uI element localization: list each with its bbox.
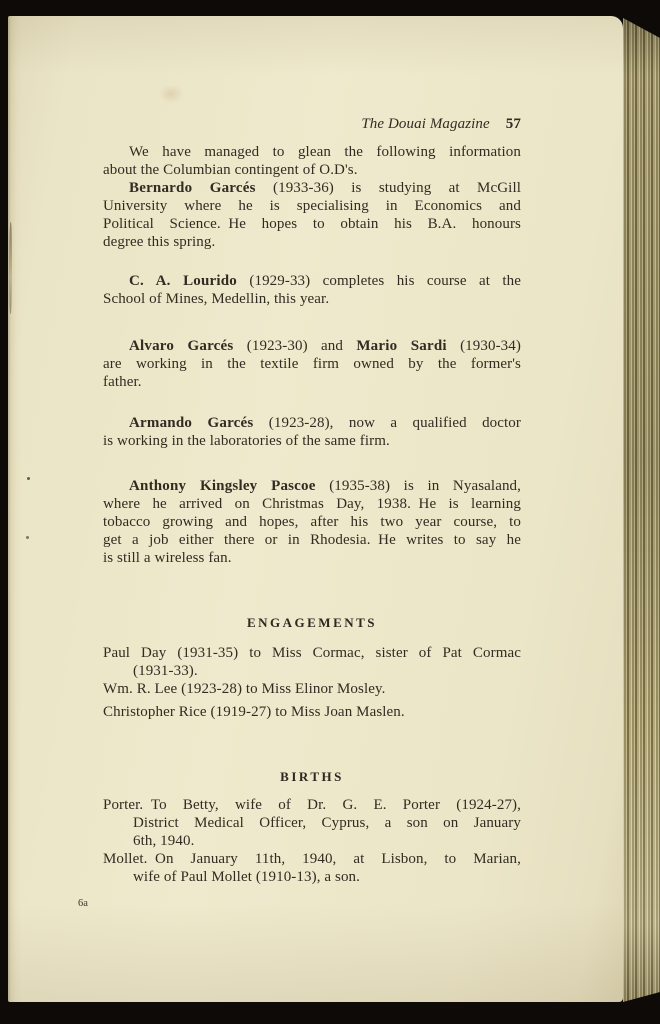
text-run: where he arrived on Christmas Day, 1938. He is learning bbox=[103, 496, 521, 512]
person-name: Alvaro Garcés bbox=[129, 338, 234, 354]
magazine-title: The Douai Magazine bbox=[361, 116, 490, 132]
book-fore-edge-pages bbox=[623, 16, 660, 1004]
ink-speck bbox=[26, 536, 29, 539]
text-line bbox=[103, 850, 521, 868]
paragraph-lourido bbox=[103, 272, 521, 308]
page-number: 57 bbox=[505, 116, 521, 132]
person-name: Mario Sardi bbox=[356, 338, 447, 354]
text-line bbox=[103, 832, 521, 850]
text-run: (1933-36) is studying at McGill bbox=[255, 180, 521, 196]
text-run: is working in the laboratories of the same firm. bbox=[103, 433, 390, 449]
page-edge-crack bbox=[9, 222, 12, 314]
text-run: Mollet. On January 11th, 1940, at Lisbon, to Marian, bbox=[103, 851, 521, 867]
birth-item bbox=[103, 796, 521, 850]
text-line bbox=[103, 337, 521, 355]
text-line bbox=[103, 432, 521, 450]
text-line bbox=[103, 143, 521, 161]
printer-signature-mark: 6a bbox=[78, 898, 88, 909]
section-heading-engagements: ENGAGEMENTS bbox=[246, 615, 378, 630]
text-run: (1929-33) completes his course at the bbox=[237, 273, 522, 289]
section-heading-births: BIRTHS bbox=[280, 769, 344, 784]
text-line bbox=[103, 644, 521, 662]
text-line bbox=[103, 477, 521, 495]
text-run: get a job either there or in Rhodesia. He writes to say he bbox=[103, 532, 521, 548]
text-run: Wm. R. Lee (1923-28) to Miss Elinor Mosley. bbox=[103, 681, 386, 697]
text-run: 6th, 1940. bbox=[133, 833, 195, 849]
paragraph-intro bbox=[103, 143, 521, 179]
text-run: are working in the textile firm owned by the former's bbox=[103, 356, 521, 372]
text-line bbox=[103, 414, 521, 432]
paragraph-anthony-pascoe bbox=[103, 477, 521, 567]
text-run: wife of Paul Mollet (1910-13), a son. bbox=[133, 869, 360, 885]
ink-speck bbox=[27, 477, 30, 480]
text-run: Political Science. He hopes to obtain his B.A. honours bbox=[103, 216, 521, 232]
text-line bbox=[103, 233, 521, 251]
text-run: degree this spring. bbox=[103, 234, 216, 250]
text-run: (1935-38) is in Nyasaland, bbox=[315, 478, 521, 494]
text-line bbox=[103, 531, 521, 549]
person-name: C. A. Lourido bbox=[129, 273, 237, 289]
text-line bbox=[103, 814, 521, 832]
text-line bbox=[103, 662, 521, 680]
text-line bbox=[103, 215, 521, 233]
text-line bbox=[103, 197, 521, 215]
text-line bbox=[103, 796, 521, 814]
text-run: (1930-34) bbox=[446, 338, 521, 354]
text-run: tobacco growing and hopes, after his two year course, to bbox=[103, 514, 521, 530]
engagement-item bbox=[103, 703, 521, 721]
page-header bbox=[103, 115, 521, 133]
person-name: Bernardo Garcés bbox=[129, 180, 256, 196]
text-line bbox=[103, 868, 521, 886]
text-run: about the Columbian contingent of O.D's. bbox=[103, 162, 358, 178]
text-line bbox=[103, 513, 521, 531]
text-run: Christopher Rice (1919-27) to Miss Joan Maslen. bbox=[103, 704, 405, 720]
text-run: District Medical Officer, Cyprus, a son on January bbox=[133, 815, 521, 831]
book-page bbox=[8, 16, 623, 1002]
text-line bbox=[103, 290, 521, 308]
paragraph-bernardo-garces bbox=[103, 179, 521, 251]
text-run: Paul Day (1931-35) to Miss Cormac, sister of Pat Cormac bbox=[103, 645, 521, 661]
text-line bbox=[103, 495, 521, 513]
text-line bbox=[103, 179, 521, 197]
text-run: Porter. To Betty, wife of Dr. G. E. Porter (1924-27), bbox=[103, 797, 521, 813]
text-line bbox=[103, 549, 521, 567]
text-run: We have managed to glean the following information bbox=[129, 144, 521, 160]
text-line bbox=[103, 373, 521, 391]
engagement-item bbox=[103, 680, 521, 698]
person-name: Anthony Kingsley Pascoe bbox=[129, 478, 316, 494]
text-run: (1931-33). bbox=[133, 663, 198, 679]
paragraph-alvaro-mario bbox=[103, 337, 521, 391]
text-run: (1923-30) and bbox=[233, 338, 357, 354]
text-line bbox=[103, 703, 521, 721]
birth-item bbox=[103, 850, 521, 886]
text-run: University where he is specialising in Economics and bbox=[103, 198, 521, 214]
text-line bbox=[103, 161, 521, 179]
text-run: School of Mines, Medellin, this year. bbox=[103, 291, 330, 307]
engagement-item bbox=[103, 644, 521, 680]
text-run: is still a wireless fan. bbox=[103, 550, 232, 566]
text-line bbox=[103, 680, 521, 698]
paragraph-armando-garces bbox=[103, 414, 521, 450]
text-line bbox=[103, 355, 521, 373]
text-run: (1923-28), now a qualified doctor bbox=[253, 415, 521, 431]
person-name: Armando Garcés bbox=[129, 415, 254, 431]
text-line bbox=[103, 272, 521, 290]
text-run: father. bbox=[103, 374, 142, 390]
